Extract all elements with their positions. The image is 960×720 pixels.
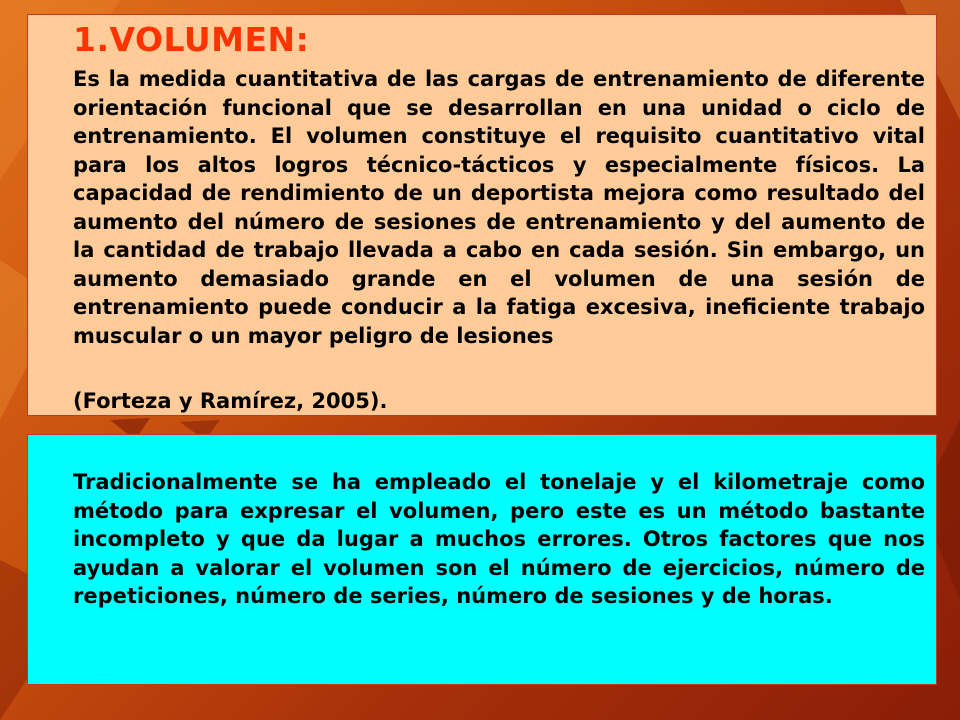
slide-title: 1.VOLUMEN: xyxy=(73,20,310,59)
citation: (Forteza y Ramírez, 2005). xyxy=(73,389,388,413)
definition-paragraph: Es la medida cuantitativa de las cargas de entrenamiento de diferente orientación funcional que se desarrollan en una unidad o ciclo de entrenamiento. El volumen constituye el requisito cuantitativo vital para los altos logros técnico-tácticos y especialmente físicos. La capacidad de rendimiento de un deportista mejora como resultado del aumento del número de sesiones de entrenamiento y del aumento de la cantidad de trabajo llevada a cabo en cada sesión. Sin embargo, un aumento demasiado grande en el volumen de una sesión de entrenamiento puede conducir a la fatiga excesiva, ineficiente trabajo muscular o un mayor peligro de lesiones xyxy=(73,67,925,348)
methods-paragraph: Tradicionalmente se ha empleado el tonelaje y el kilometraje como método para expresar el volumen, pero este es un método bastante incompleto y que da lugar a muchos errores. Otros factores que nos ayudan a valorar el volumen son el número de ejercicios, número de repeticiones, número de series, número de sesiones y de horas. xyxy=(73,470,925,608)
